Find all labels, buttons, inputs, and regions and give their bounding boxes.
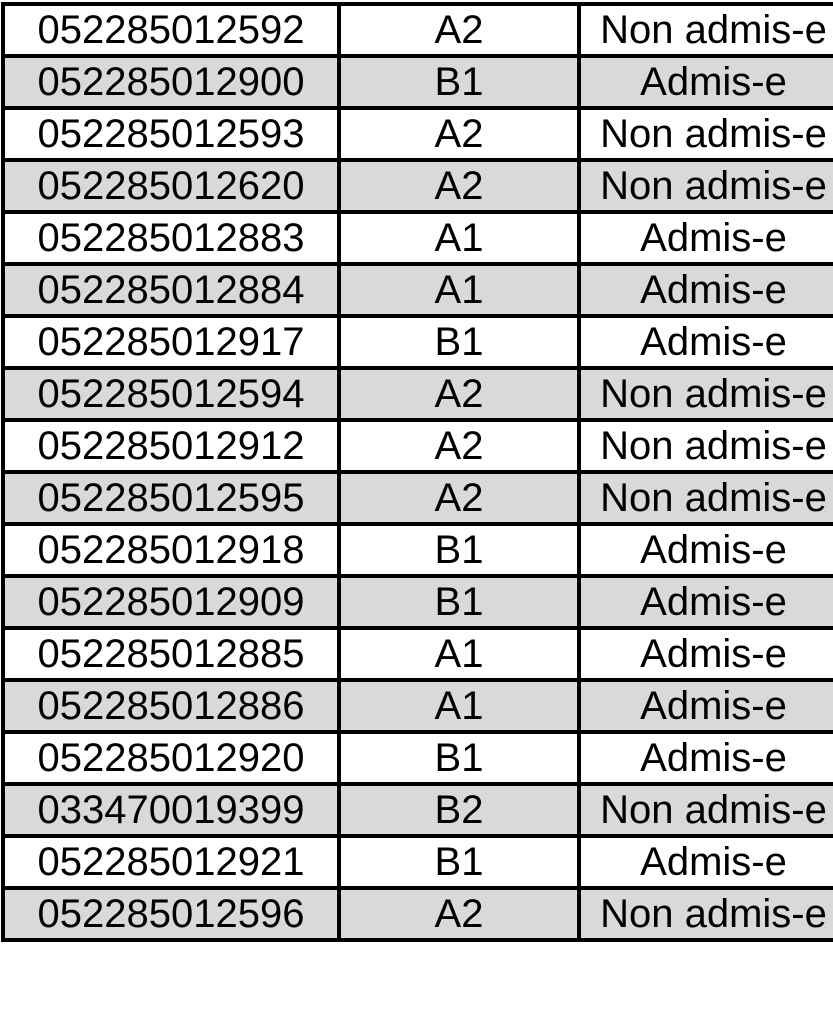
level: A2	[339, 888, 579, 940]
table-row	[3, 212, 833, 264]
candidate-number: 052285012885	[3, 628, 339, 680]
table-row	[3, 732, 833, 784]
result: Admis-e	[579, 680, 833, 732]
table-row	[3, 160, 833, 212]
table-row	[3, 836, 833, 888]
result: Admis-e	[579, 732, 833, 784]
candidate-number: 052285012883	[3, 212, 339, 264]
candidate-number: 052285012920	[3, 732, 339, 784]
level: B1	[339, 732, 579, 784]
result: Non admis-e	[579, 160, 833, 212]
table-row	[3, 420, 833, 472]
level: A2	[339, 160, 579, 212]
level: B1	[339, 524, 579, 576]
result: Non admis-e	[579, 368, 833, 420]
result: Non admis-e	[579, 472, 833, 524]
level: A2	[339, 420, 579, 472]
table-row	[3, 888, 833, 940]
result: Admis-e	[579, 576, 833, 628]
candidate-number: 052285012594	[3, 368, 339, 420]
candidate-number: 052285012592	[3, 4, 339, 56]
result: Admis-e	[579, 628, 833, 680]
table-row	[3, 680, 833, 732]
level: B1	[339, 316, 579, 368]
level: B1	[339, 576, 579, 628]
table-row	[3, 628, 833, 680]
candidate-number: 052285012917	[3, 316, 339, 368]
level: A2	[339, 4, 579, 56]
results-table-body	[3, 4, 833, 940]
result: Non admis-e	[579, 420, 833, 472]
candidate-number: 052285012918	[3, 524, 339, 576]
level: A1	[339, 680, 579, 732]
candidate-number: 052285012596	[3, 888, 339, 940]
table-row	[3, 316, 833, 368]
candidate-number: 052285012886	[3, 680, 339, 732]
result: Non admis-e	[579, 888, 833, 940]
table-row	[3, 576, 833, 628]
table-row	[3, 784, 833, 836]
level: A2	[339, 472, 579, 524]
table-row	[3, 524, 833, 576]
result: Non admis-e	[579, 4, 833, 56]
candidate-number: 052285012912	[3, 420, 339, 472]
result: Admis-e	[579, 212, 833, 264]
candidate-number: 052285012921	[3, 836, 339, 888]
result: Admis-e	[579, 264, 833, 316]
level: A1	[339, 212, 579, 264]
candidate-number: 052285012595	[3, 472, 339, 524]
result: Admis-e	[579, 836, 833, 888]
level: A1	[339, 264, 579, 316]
candidate-number: 033470019399	[3, 784, 339, 836]
candidate-number: 052285012900	[3, 56, 339, 108]
candidate-number: 052285012884	[3, 264, 339, 316]
results-table	[1, 2, 833, 942]
table-row	[3, 4, 833, 56]
result: Admis-e	[579, 316, 833, 368]
candidate-number: 052285012593	[3, 108, 339, 160]
result: Admis-e	[579, 56, 833, 108]
level: B2	[339, 784, 579, 836]
table-row	[3, 108, 833, 160]
level: A2	[339, 108, 579, 160]
candidate-number: 052285012909	[3, 576, 339, 628]
table-row	[3, 56, 833, 108]
candidate-number: 052285012620	[3, 160, 339, 212]
level: B1	[339, 56, 579, 108]
table-row	[3, 368, 833, 420]
table-row	[3, 472, 833, 524]
table-row	[3, 264, 833, 316]
level: A1	[339, 628, 579, 680]
result: Admis-e	[579, 524, 833, 576]
level: B1	[339, 836, 579, 888]
result: Non admis-e	[579, 784, 833, 836]
result: Non admis-e	[579, 108, 833, 160]
level: A2	[339, 368, 579, 420]
